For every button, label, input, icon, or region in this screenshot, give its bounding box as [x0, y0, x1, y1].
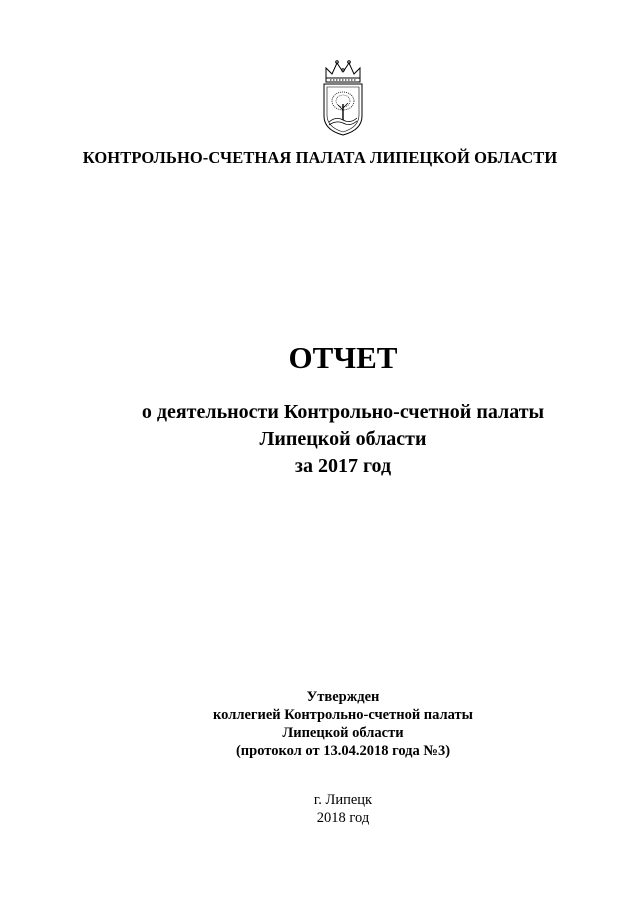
place: г. Липецк — [313, 792, 373, 808]
subtitle-line: о деятельности Контрольно-счетной палаты — [141, 401, 545, 423]
subtitle-line: за 2017 год — [294, 455, 392, 477]
approval-block — [0, 688, 640, 760]
organization-title: КОНТРОЛЬНО-СЧЕТНАЯ ПАЛАТА ЛИПЕЦКОЙ ОБЛАСТИ — [82, 148, 558, 167]
approval-line: Утвержден — [306, 689, 380, 705]
subtitle-line: Липецкой области — [259, 428, 427, 450]
report-subtitle — [0, 399, 640, 480]
year: 2018 год — [316, 810, 370, 826]
approval-line: коллегией Контрольно-счетной палаты — [213, 707, 473, 723]
place-year-block — [0, 791, 640, 827]
approval-line: (протокол от 13.04.2018 года №3) — [235, 743, 451, 759]
approval-line: Липецкой области — [282, 725, 404, 741]
report-title: ОТЧЕТ — [288, 340, 398, 375]
coat-of-arms-icon — [318, 58, 368, 136]
